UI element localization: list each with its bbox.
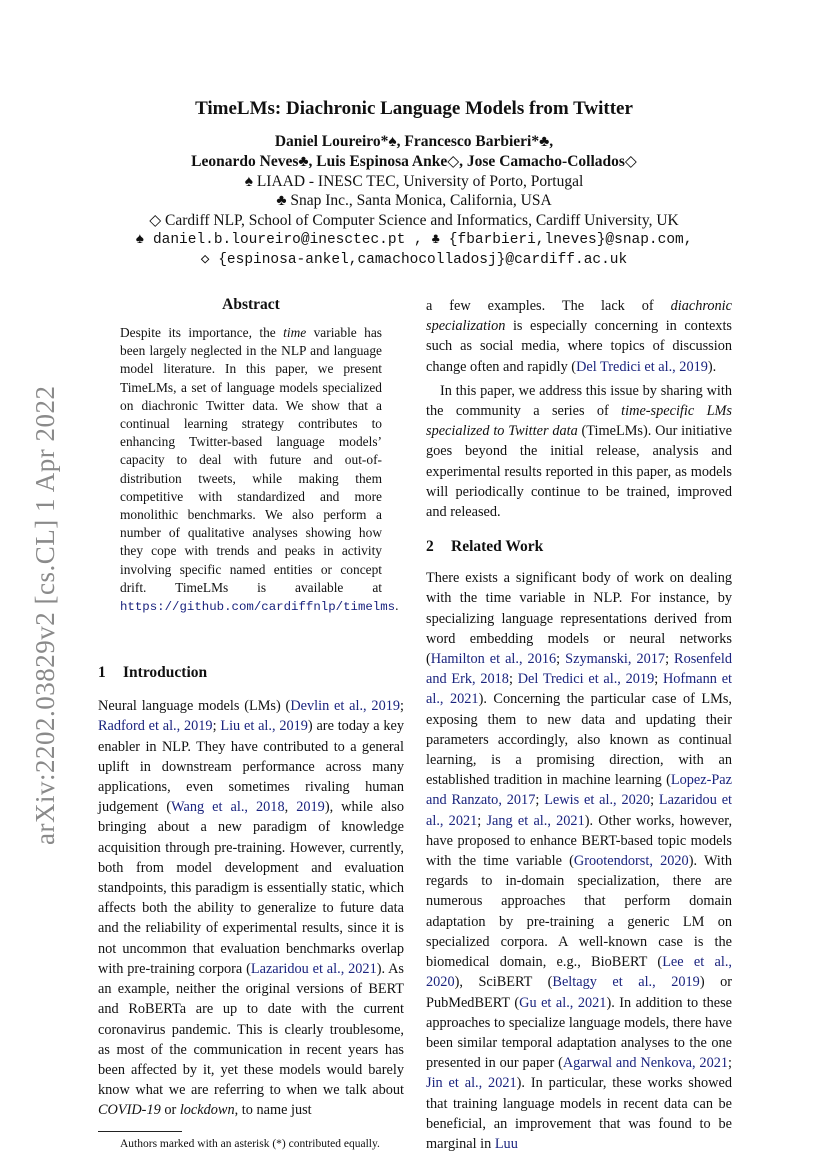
- citation-link[interactable]: Lazaridou et al., 2021: [250, 960, 377, 977]
- left-column: [98, 296, 404, 1152]
- citation-link[interactable]: Szymanski, 2017: [565, 651, 666, 668]
- email-line-2[interactable]: ◇ {espinosa-ankel,camachocolladosj}@cardiff.ac.uk: [200, 251, 628, 268]
- citation-link[interactable]: Del Tredici et al., 2019: [517, 671, 655, 688]
- citation-link[interactable]: Grootendorst, 2020: [573, 853, 689, 870]
- arxiv-identifier: arXiv:2202.03829v2 [cs.CL] 1 Apr 2022: [30, 385, 60, 845]
- footnote: Authors marked with an asterisk (*) contributed equally.: [120, 1137, 380, 1150]
- citation-link[interactable]: Devlin et al., 2019: [290, 698, 401, 715]
- citation-link[interactable]: Beltagy et al., 2019: [552, 974, 700, 991]
- author-line-2: Leonardo Neves♣, Luis Espinosa Anke◇, Jose Camacho-Collados◇: [191, 152, 637, 170]
- citation-link[interactable]: Hamilton et al., 2016: [430, 651, 557, 668]
- affiliation-3: ◇ Cardiff NLP, School of Computer Science and Informatics, Cardiff University, UK: [149, 212, 679, 230]
- citation-link[interactable]: Lee et al., 2020: [426, 954, 732, 991]
- introduction-paragraph: Neural language models (LMs) (Devlin et al., 2019; Radford et al., 2019; Liu et al., 2019) are today a key enabler in NLP. They have contributed to a general uplift in downstream performance across many applications, even sometimes rivaling human judgement (Wang et al., 2018, 2019), while also bringing about a new paradigm of knowledge acquisition through pre-training. However, currently, both from model development and evaluation standpoints, this paradigm is essentially static, which affects both the ability to generalize to future data and the reliability of experimental results, since it is not uncommon that evaluation benchmarks overlap with pre-training corpora (Lazaridou et al., 2021). As an example, neither the original versions of BERT and RoBERTa are up to date with the current coronavirus pandemic. This is clearly troublesome, as most of the communication in recent years has been affected by it, yet these models would barely know what we are referring to when we talk about COVID-19 or lockdown, to name just: [98, 698, 405, 1119]
- intro-continuation-paragraph: a few examples. The lack of diachronic specialization is especially concerning in contexts such as social media, where topics of discussion change often and rapidly (Del Tredici et al., 2019).: [426, 298, 732, 375]
- paper-title: TimeLMs: Diachronic Language Models from Twitter: [195, 98, 633, 119]
- right-column: [426, 296, 732, 1154]
- section-heading-related-work: 2 Related Work: [426, 538, 544, 556]
- affiliation-1: ♠ LIAAD - INESC TEC, University of Porto, Portugal: [244, 172, 584, 190]
- citation-link[interactable]: Radford et al., 2019: [98, 718, 213, 735]
- related-work-paragraph: There exists a significant body of work on dealing with the time variable in NLP. For instance, by specializing language representations derived from word embedding models or neural networks (Hamilton et al., 2016; Szymanski, 2017; Rosenfeld and Erk, 2018; Del Tredici et al., 2019; Hofmann et al., 2021). Concerning the particular case of LMs, exposing them to new data and updating their parameters accordingly, also known as continual learning, is a promising direction, with an established tradition in machine learning (Lopez-Paz and Ranzato, 2017; Lewis et al., 2020; Lazaridou et al., 2021; Jang et al., 2021). Other works, however, have proposed to enhance BERT-based topic models with the time variable (Grootendorst, 2020). With regards to in-domain specialization, there are numerous approaches that perform domain adaptation by pre-training a generic LM on specialized corpora. A well-known case is the biomedical domain, e.g., BioBERT (Lee et al., 2020), SciBERT (Beltagy et al., 2019) or PubMedBERT (Gu et al., 2021). In addition to these approaches to specialize language models, there have been similar temporal adaptation analyses to the one presented in our paper (Agarwal and Nenkova, 2021; Jin et al., 2021). In particular, these works showed that training language models in recent data can be beneficial, an improvement that was found to be marginal in Luu: [426, 570, 733, 1152]
- email-line-1[interactable]: ♠ daniel.b.loureiro@inesctec.pt , ♣ {fbarbieri,lneves}@snap.com,: [135, 231, 693, 248]
- citation-link[interactable]: Jin et al., 2021: [426, 1075, 517, 1092]
- author-block: [0, 132, 828, 271]
- citation-link[interactable]: Lewis et al., 2020: [544, 792, 651, 809]
- citation-link[interactable]: Hofmann et al., 2021: [426, 671, 733, 708]
- citation-link[interactable]: Jang et al., 2021: [486, 812, 585, 829]
- citation-link[interactable]: Del Tredici et al., 2019: [576, 358, 708, 375]
- section-heading-introduction: 1 Introduction: [98, 664, 208, 682]
- citation-link[interactable]: Gu et al., 2021: [519, 994, 607, 1011]
- citation-link[interactable]: Agarwal and Nenkova, 2021: [562, 1055, 729, 1072]
- author-line-1: Daniel Loureiro*♠, Francesco Barbieri*♣,: [274, 133, 554, 150]
- citation-link[interactable]: Liu et al., 2019: [220, 718, 308, 735]
- citation-link[interactable]: 2019: [296, 799, 325, 816]
- citation-link[interactable]: Wang et al., 2018: [171, 799, 285, 816]
- abstract-heading: Abstract: [222, 296, 280, 313]
- citation-link[interactable]: Luu: [494, 1135, 518, 1152]
- intro-contribution-paragraph: In this paper, we address this issue by sharing with the community a series of time-specific LMs specialized to Twitter data (TimeLMs). Our initiative goes beyond the initial release, analysis and experimental results reported in this paper, as models will periodically continue to be trained, improved and released.: [426, 382, 732, 521]
- affiliation-2: ♣ Snap Inc., Santa Monica, California, USA: [276, 192, 552, 210]
- github-link[interactable]: https://github.com/cardiffnlp/timelms: [120, 600, 396, 615]
- footnote-rule: [98, 1131, 182, 1132]
- citation-link[interactable]: Lopez-Paz and Ranzato, 2017: [426, 772, 732, 809]
- abstract-text: Despite its importance, the time variable has been largely neglected in the NLP and language model literature. In this paper, we present TimeLMs, a set of language models specialized on diachronic Twitter data. We show that a continual learning strategy contributes to enhancing Twitter-based language models’ capacity to deal with future and out-of-distribution tweets, while making them competitive with standardized and more monolithic benchmarks. We also perform a number of qualitative analyses showing how they cope with trends and peaks in activity involving specific named entities or concept drift. TimeLMs is available at https://github.com/cardiffnlp/timelms.: [120, 325, 399, 615]
- citation-link[interactable]: Lazaridou et al., 2021: [426, 792, 733, 829]
- citation-link[interactable]: Rosenfeld and Erk, 2018: [426, 651, 733, 688]
